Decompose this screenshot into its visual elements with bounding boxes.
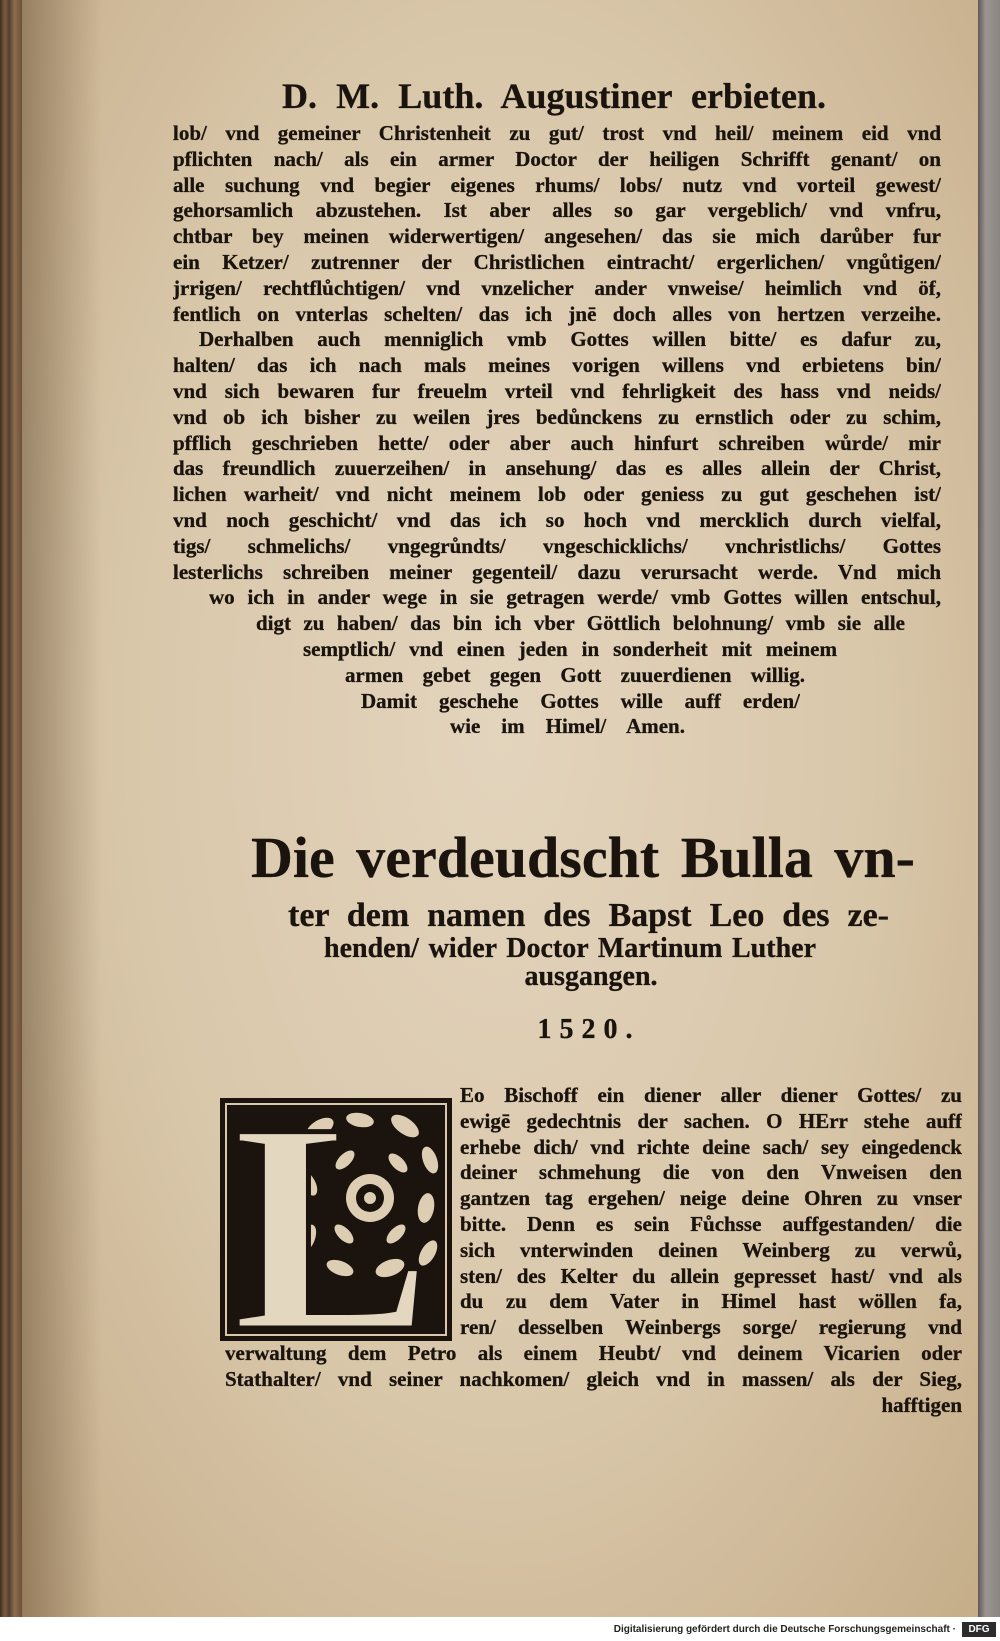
text-line: pfflich geschrieben hette/ oder aber auch hinfurt schreiben wůrde/ mir bbox=[173, 430, 941, 455]
text-line: verwaltung dem Petro als einem Heubt/ vnd deinem Vicarien oder bbox=[225, 1341, 962, 1365]
text-line: halten/ das ich nach mals meines vorigen willens vnd erbietens bin/ bbox=[173, 353, 941, 378]
text-line: wo ich in ander wege in sie getragen werde/ vmb Gottes willen entschul, bbox=[209, 585, 941, 610]
bull-title-line: ausgangen. bbox=[524, 962, 658, 992]
text-line: fentlich on vnterlas schelten/ das ich jnē doch alles von hertzen verzeihe. bbox=[173, 301, 941, 326]
text-line: ren/ desselben Weinbergs sorge/ regierung vnd bbox=[460, 1315, 962, 1340]
text-line: Damit geschehe Gottes wille auff erden/ bbox=[361, 688, 800, 713]
gutter-shadow bbox=[22, 0, 102, 1617]
text-line: armen gebet gegen Gott zuuerdienen willig. bbox=[345, 662, 805, 687]
bull-text-full-width bbox=[225, 1341, 962, 1418]
text-line: semptlich/ vnd einen jeden in sonderheit mit meinem bbox=[303, 636, 837, 661]
text-line: digt zu haben/ das bin ich vber Göttlich belohnung/ vmb sie alle bbox=[256, 611, 905, 636]
text-line: Eo Bischoff ein diener aller diener Gottes/ zu bbox=[460, 1083, 962, 1107]
bull-title-line: Die verdeudscht Bulla vn- bbox=[251, 825, 915, 890]
bull-title-line: ter dem namen des Bapst Leo des ze- bbox=[288, 898, 889, 934]
text-line: jrrigen/ rechtflůchtigen/ vnd vnzelicher ander vnweise/ heimlich vnd öf, bbox=[173, 275, 941, 300]
text-line: du zu dem Vater in Himel hast wöllen fa, bbox=[460, 1289, 962, 1314]
text-line: lichen warheit/ vnd nicht meinem lob oder geniess zu gut geschehen ist/ bbox=[173, 482, 941, 507]
text-line: chtbar bey meinen widerwertigen/ angesehen/ das sie mich darůber fur bbox=[173, 224, 941, 249]
book-spine-edge bbox=[0, 0, 22, 1617]
text-line: bitte. Denn es sein Fůchsse auffgestanden/ die bbox=[460, 1211, 962, 1236]
text-line: alle suchung vnd begier eigenes rhums/ lobs/ nutz vnd vorteil gewest/ bbox=[173, 172, 941, 197]
body-text bbox=[173, 121, 941, 740]
text-line: Derhalben auch menniglich vmb Gottes willen bitte/ es dafur zu, bbox=[199, 327, 941, 352]
text-line: gehorsamlich abzustehen. Ist aber alles so gar vergeblich/ vnd vnfru, bbox=[173, 198, 941, 223]
text-line: vnd noch geschicht/ vnd das ich so hoch vnd mercklich durch vielfal, bbox=[173, 507, 941, 532]
dfg-logo: DFG bbox=[962, 1622, 996, 1637]
text-line: Stathalter/ vnd seiner nachkomen/ gleich vnd in massen/ als der Sieg, bbox=[225, 1366, 962, 1391]
text-line: tigs/ schmelichs/ vngegrůndts/ vngeschicklichs/ vnchristlichs/ Gottes bbox=[173, 533, 941, 558]
bull-text-beside-initial bbox=[460, 1083, 962, 1341]
running-title: D. M. Luth. Augustiner erbieten. bbox=[282, 76, 826, 116]
publication-year: 1520. bbox=[537, 1014, 641, 1045]
text-line: sich vnterwinden deinen Weinberg zu verwů, bbox=[460, 1237, 962, 1262]
text-line: erhebe dich/ vnd richte deine sach/ sey eingedenck bbox=[460, 1134, 962, 1159]
text-line: wie im Himel/ Amen. bbox=[450, 714, 685, 739]
text-line: lesterlichs schreiben meiner gegenteil/ dazu verursacht werde. Vnd mich bbox=[173, 559, 941, 584]
text-line: vnd sich bewaren fur freuelm vrteil vnd fehrligkeit des hass vnd neids/ bbox=[173, 378, 941, 403]
text-line: pflichten nach/ als ein armer Doctor der heiligen Schrifft genant/ on bbox=[173, 146, 941, 171]
text-line: deiner schmehung die von den Vnweisen den bbox=[460, 1160, 962, 1185]
text-line: lob/ vnd gemeiner Christenheit zu gut/ trost vnd heil/ meinem eid vnd bbox=[173, 121, 941, 145]
bull-title-line: henden/ wider Doctor Martinum Luther bbox=[324, 934, 816, 964]
ornamental-initial bbox=[220, 1098, 452, 1341]
funding-credit: Digitalisierung gefördert durch die Deutsche Forschungsgemeinschaft · bbox=[613, 1624, 956, 1635]
catchword: hafftigen bbox=[881, 1392, 962, 1417]
text-line: ein Ketzer/ zutrenner der Christlichen eintracht/ ergerlichen/ vngůtigen/ bbox=[173, 249, 941, 274]
book-board-edge bbox=[978, 0, 1000, 1617]
text-line: das freundlich zuuerzeihen/ in ansehung/ das es alles allein der Christ, bbox=[173, 456, 941, 481]
text-line: gantzen tag ergehen/ neige deine Ohren zu vnser bbox=[460, 1186, 962, 1211]
initial-letter: L bbox=[232, 1098, 433, 1341]
text-line: ewigē gedechtnis der sachen. O HErr stehe auff bbox=[460, 1108, 962, 1133]
text-line: sten/ des Kelter du allein gepresset hast/ vnd als bbox=[460, 1263, 962, 1288]
text-line: vnd ob ich bisher zu weilen jres bedůnckens zu ernstlich oder zu schim, bbox=[173, 404, 941, 429]
